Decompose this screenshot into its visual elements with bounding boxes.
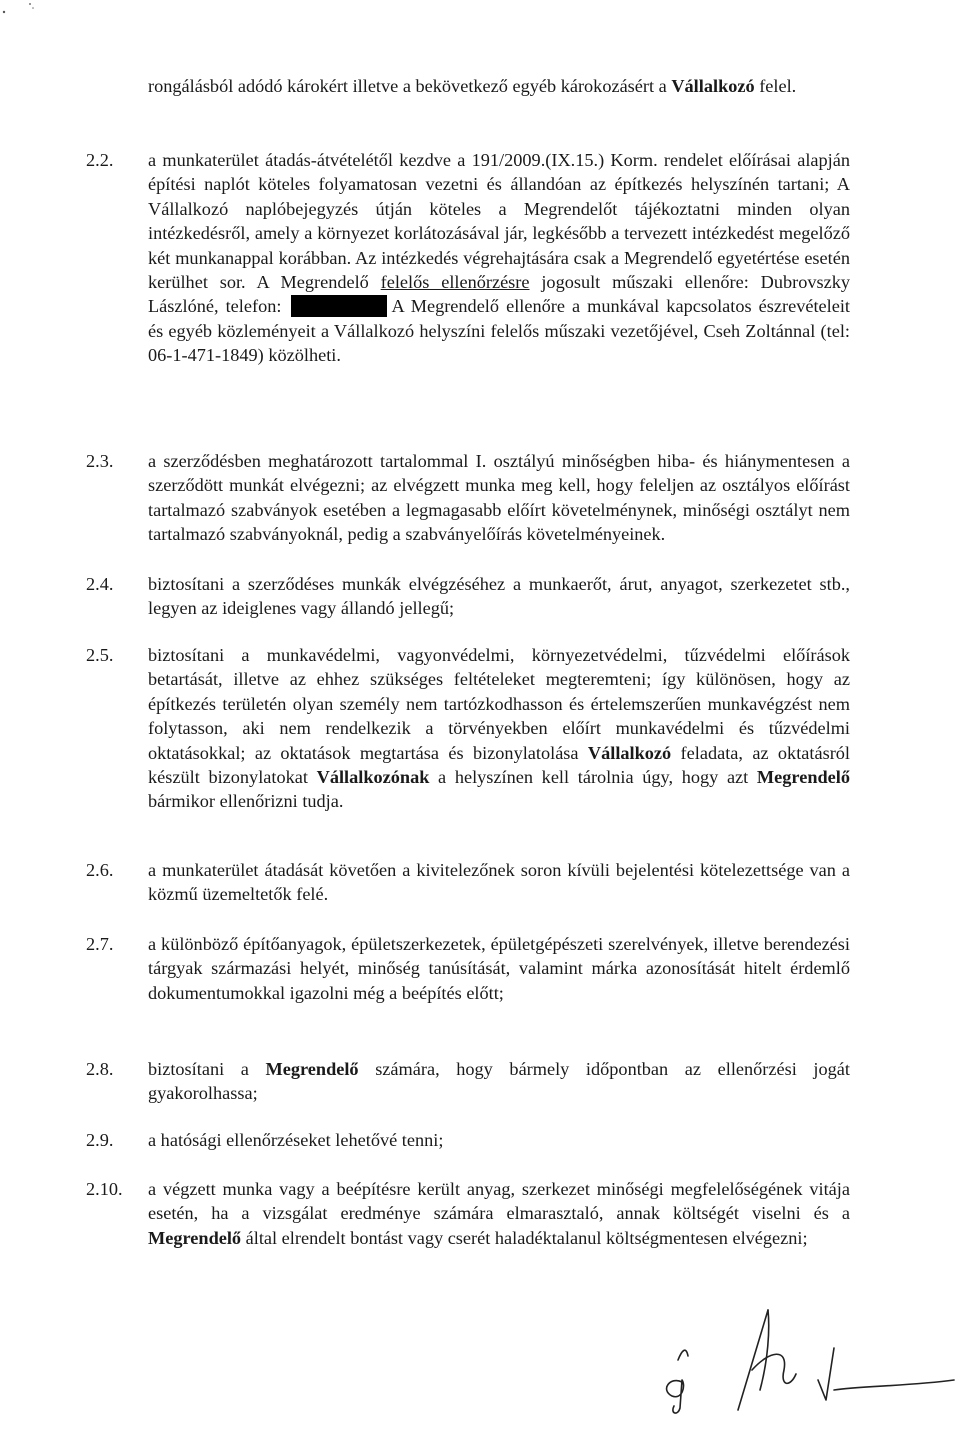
redacted-phone-number (291, 295, 387, 317)
section-text-part: bármikor ellenőrizni tudja. (148, 791, 344, 812)
section-text-part: a munkaterület átadás-átvételétől kezdve a 191/2009.(IX.15.) Korm. rendelet előírásai alapján építési naplót köteles folyamatosan vezetni és állandóan az építkezés helyszínén tartani; A Vállalkozó naplóbejegyzés útján köteles a Megrendelőt tájékoztatni minden olyan intézkedésről, amely a környezet korlátozásával jár, legkésőbb a tervezett intézkedést megelőző két munkanappal korábban. Az intézkedés végrehajtására csak a Megrendelő egyetértése esetén kerülhet sor. A Megrendelő (148, 150, 850, 293)
section-text (148, 1057, 850, 1106)
section-text-part: biztosítani a (148, 1059, 266, 1079)
section-text: a hatósági ellenőrzéseket lehetővé tenni; (148, 1130, 444, 1150)
handwritten-signatures (620, 1290, 960, 1420)
section-number: 2.10. (86, 1179, 123, 1199)
section-text: a szerződésben meghatározott tartalommal I. osztályú minőségben hiba- és hiánymentesen a szerződött munkát elvégezni; az elvégzett munka meg kell, hogy feleljen az osztályos előírást tartalmazó szabványok esetében a legmagasabb előírt követelménynek, minőségi osztályt nem tartalmazó szabványoknál, pedig a szabványelőírás követelményeinek. (148, 451, 850, 545)
bold-megrendelo: Megrendelő (756, 767, 850, 788)
section-number: 2.6. (86, 860, 114, 880)
section-text-part: jogosult műszaki ellenőre: Dubrovszky Lászlóné, telefon: (148, 272, 850, 317)
bold-megrendelo: Megrendelő (148, 1227, 242, 1248)
section-number: 2.3. (86, 451, 114, 471)
section-number: 2.4. (86, 574, 114, 594)
intro-text: rongálásból adódó károkért illetve a bekövetkező egyéb károkozásért a (148, 76, 672, 96)
section-text-part: feladata, az oktatásról készült bizonylatokat (148, 742, 850, 788)
section-number: 2.9. (86, 1130, 114, 1150)
bold-vallalkozonak: Vállalkozónak (316, 767, 430, 788)
section-text-part: által elrendelt bontást vagy cserét haladéktalanul költségmentesen elvégezni; (241, 1227, 808, 1248)
section-number: 2.8. (86, 1059, 114, 1079)
bold-megrendelo: Megrendelő (265, 1059, 359, 1079)
section-number: 2.5. (86, 645, 114, 665)
section-text-part: A Megrendelő ellenőre a munkával kapcsolatos észrevételeit és egyéb közleményeit a Vállalkozó helyszíni felelős műszaki vezetőjével, Cseh Zoltánnal (tel: 06-1-471-1849) közölheti. (148, 296, 850, 366)
section-text (148, 148, 850, 368)
section-text: a különböző építőanyagok, épületszerkezetek, épületgépészeti szerelvények, illetve berendezési tárgyak származási helyét, minőség tanúsítását, valamint márka azonosítását hitelt érdemlő dokumentumokkal igazolni még a beépítés előtt; (148, 934, 850, 1003)
section-number: 2.2. (86, 150, 114, 170)
section-text: a munkaterület átadását követően a kivitelezőnek soron kívüli bejelentési kötelezettsége van a közmű üzemeltetők felé. (148, 860, 850, 905)
intro-paragraph (148, 74, 850, 98)
section-text-part: számára, hogy bármely időpontban az ellenőrzési jogát gyakorolhassa; (148, 1059, 850, 1104)
section-text: biztosítani a szerződéses munkák elvégzéséhez a munkaerőt, árut, anyagot, szerkezetet stb., legyen az ideiglenes vagy állandó jellegű; (148, 574, 850, 619)
intro-bold-vallalkozo: Vállalkozó (671, 76, 755, 96)
section-text (148, 643, 850, 814)
section-text-part: a végzett munka vagy a beépítésre került anyag, szerkezet minőségi megfelelőségének vitája esetén, ha a vizsgálat eredménye számára elmarasztaló, annak költségét viselni és a (148, 1179, 850, 1224)
section-text-part: biztosítani a munkavédelmi, vagyonvédelmi, környezetvédelmi, tűzvédelmi előírások betartását, illetve az ehhez szükséges feltételeket megteremteni; így különösen, hogy az építkezés területén olyan személy nem tartózkodhasson és értelemszerűen munkavégzést nem folytasson, aki nem rendelkezik a törvényekben előírt munkavédelmi és tűzvédelmi oktatásokkal; az oktatások megtartása és bizonylatolása (148, 645, 850, 763)
intro-text-end: felel. (754, 76, 797, 96)
section-number: 2.7. (86, 934, 114, 954)
section-text-part: a helyszínen kell tárolnia úgy, hogy azt (429, 767, 757, 788)
scan-speck-marks (0, 0, 40, 20)
bold-vallalkozo: Vállalkozó (587, 742, 672, 763)
section-text (148, 1177, 850, 1250)
underlined-text: felelős ellenőrzésre (380, 272, 530, 293)
